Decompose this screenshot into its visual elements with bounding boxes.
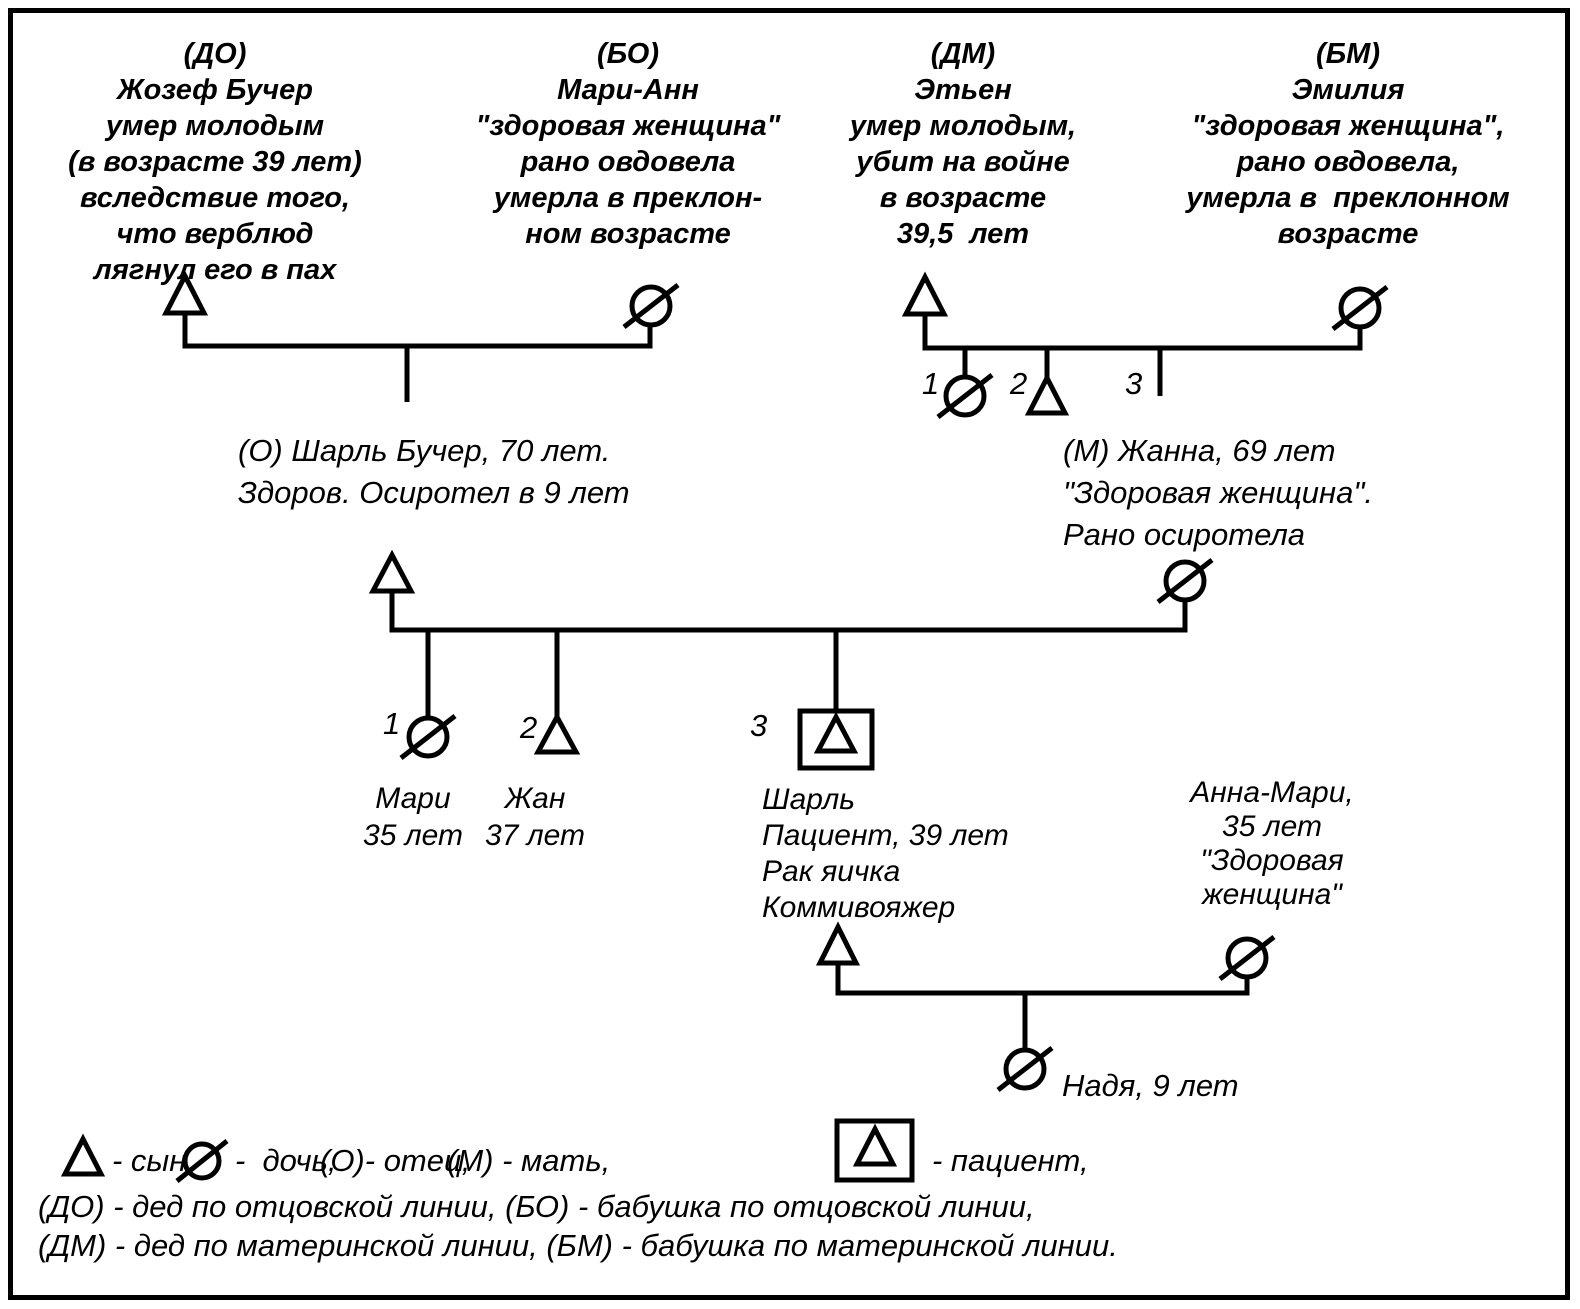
- maternal-sibling-number-3: 3: [1125, 366, 1143, 401]
- wife-anna-mari-label: Анна-Мари, 35 лет "Здоровая женщина": [1190, 776, 1354, 911]
- granddaughter-nadya-label: Надя, 9 лет: [1062, 1068, 1239, 1103]
- daughter-mari-symbol: [401, 716, 455, 758]
- legend-father-label: (О)- отец,: [320, 1143, 471, 1178]
- father-symbol: [373, 555, 411, 591]
- patient-charl-symbol: [800, 711, 872, 768]
- legend-mother-label: (М) - мать,: [447, 1143, 611, 1178]
- legend-patient-icon: [837, 1121, 912, 1180]
- maternal-sibling-number-1: 1: [922, 366, 940, 401]
- father-label: (О) Шарль Бучер, 70 лет. Здоров. Осиротел в 9 лет: [238, 433, 630, 510]
- patient-charl-label: Шарль Пациент, 39 лет Рак яичка Коммивояжер: [762, 783, 1009, 924]
- child-number-3: 3: [750, 708, 768, 743]
- parents-union-lines: [392, 591, 1185, 719]
- tag-dm: (ДМ): [930, 38, 996, 70]
- mother-label: (М) Жанна, 69 лет "Здоровая женщина". Рано осиротела: [1063, 433, 1373, 552]
- legend-patient-label: - пациент,: [932, 1143, 1089, 1178]
- maternal-aunt-symbol: [938, 375, 992, 417]
- legend-son-icon: [65, 1139, 101, 1174]
- tag-bo: (БО): [596, 38, 660, 70]
- child-number-1: 1: [383, 706, 401, 741]
- grandfather-paternal-label: (ДО) Жозеф Бучер умер молодым (в возрасте 39 лет) вследствие того, что верблюд лягнул его в пах: [68, 38, 362, 286]
- maternal-sibling-number-2: 2: [1010, 366, 1028, 401]
- grandfather-maternal-label: (ДМ) Этьен умер молодым, убит на войне в возрасте 39,5 лет: [849, 38, 1077, 250]
- tag-bm: (БМ): [1315, 38, 1381, 70]
- legend-son-label: - сын,: [112, 1143, 195, 1178]
- legend-line-2: (ДО) - дед по отцовской линии, (БО) - бабушка по отцовской линии,: [38, 1189, 1035, 1224]
- grandmother-paternal-symbol: [624, 285, 678, 327]
- grandmother-maternal-symbol: [1333, 287, 1387, 329]
- paternal-grandparents-union-lines: [185, 313, 650, 402]
- son-zhan-label: Жан 37 лет: [485, 782, 585, 852]
- mother-symbol: [1158, 560, 1212, 602]
- legend-daughter-label: - дочь,: [235, 1143, 337, 1178]
- maternal-grandparents-union-lines: [925, 314, 1360, 396]
- grandmother-maternal-label: (БМ) Эмилия "здоровая женщина", рано овдовела, умерла в преклонном возрасте: [1186, 38, 1510, 250]
- patient-union-lines: [838, 963, 1247, 1050]
- maternal-uncle-symbol: [1029, 378, 1065, 413]
- son-zhan-symbol: [538, 717, 576, 752]
- tag-do: (ДО): [183, 38, 247, 70]
- charl-husband-symbol: [820, 927, 856, 963]
- grandmother-paternal-label: (БО) Мари-Анн "здоровая женщина" рано овдовела умерла в преклон- ном возрасте: [475, 38, 781, 250]
- granddaughter-nadya-symbol: [998, 1048, 1052, 1090]
- child-number-2: 2: [520, 710, 538, 745]
- grandfather-maternal-symbol: [906, 277, 944, 314]
- daughter-mari-label: Мари 35 лет: [363, 782, 463, 852]
- wife-anna-mari-symbol: [1220, 937, 1274, 979]
- legend-line-3: (ДМ) - дед по материнской линии, (БМ) - бабушка по материнской линии.: [38, 1228, 1118, 1263]
